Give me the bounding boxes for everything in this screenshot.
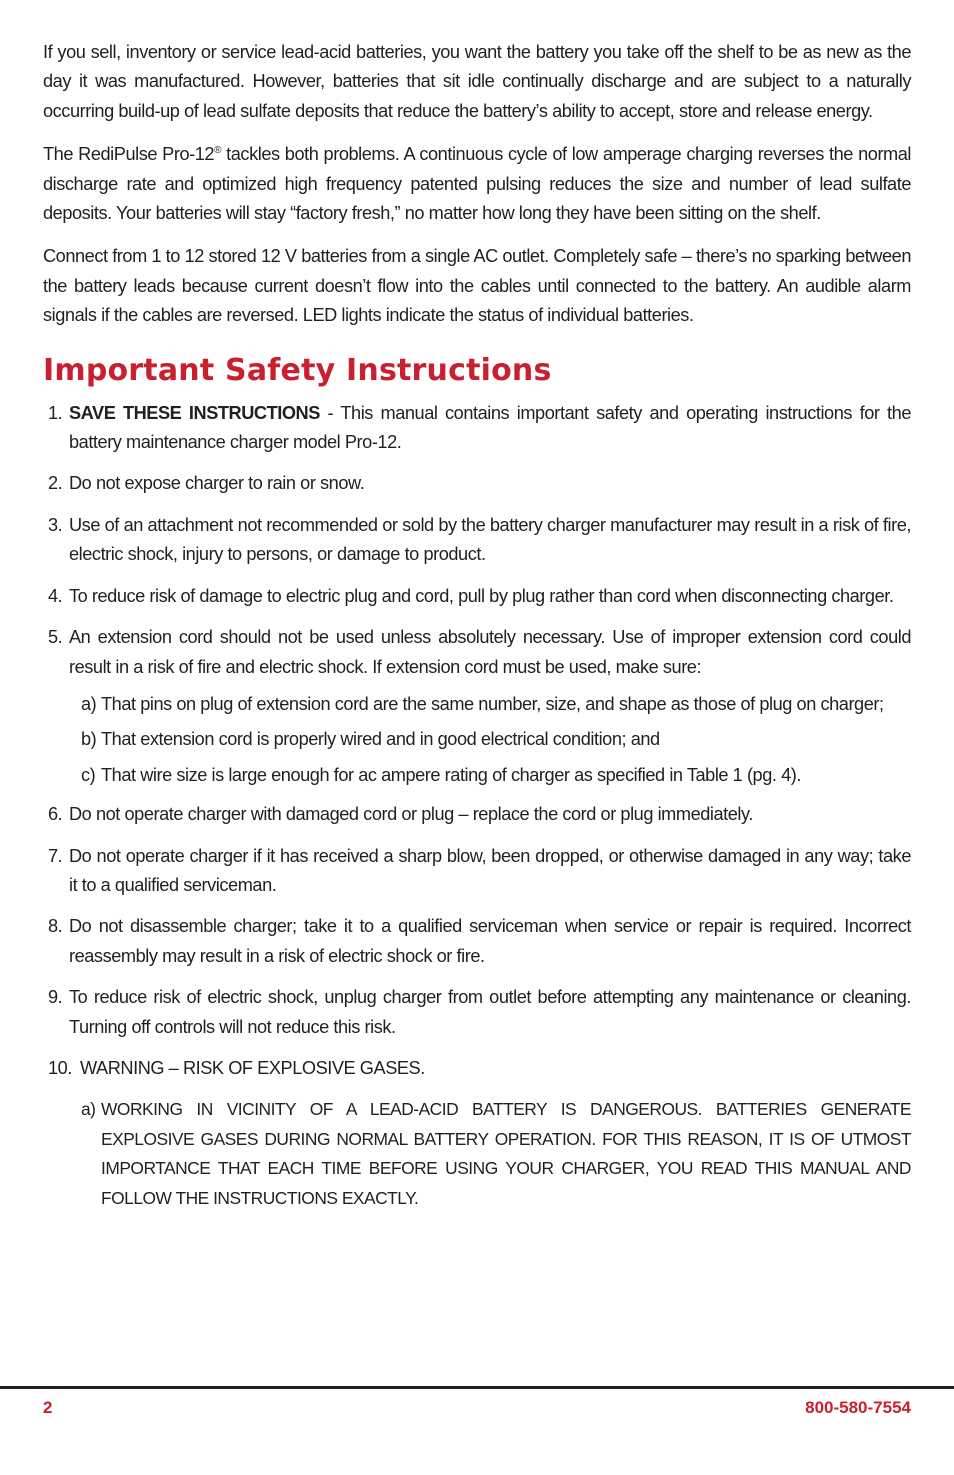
item-number: 5.	[48, 627, 63, 648]
page-content	[43, 38, 911, 1223]
item-text: Do not operate charger with damaged cord or plug – replace the cord or plug immediately.	[69, 804, 753, 825]
product-name: The RediPulse Pro-12	[43, 144, 215, 165]
intro-paragraph-1: If you sell, inventory or service lead-acid batteries, you want the battery you take off the shelf to be as new as the day it was manufactured. However, batteries that sit idle continually discharge and are subject to a naturally occurring build-up of lead sulfate deposits that reduce the battery’s ability to accept, store and release energy.	[43, 42, 911, 121]
instruction-subitem-5a	[43, 690, 911, 719]
instruction-item-4	[43, 582, 911, 611]
footer-divider	[0, 1386, 954, 1389]
item-number: 10.	[48, 1057, 72, 1078]
subitem-letter: a)	[81, 693, 97, 714]
instruction-item-6	[43, 800, 911, 829]
instruction-item-8	[43, 912, 911, 971]
intro-paragraph-2	[43, 140, 911, 228]
item-text: To reduce risk of electric shock, unplug charger from outlet before attempting any maintenance or cleaning. Turning off controls will not reduce this risk.	[69, 987, 911, 1037]
item-number: 2.	[48, 473, 63, 494]
item-text: An extension cord should not be used unless absolutely necessary. Use of improper extension cord could result in a risk of fire and electric shock. If extension cord must be used, make sure:	[69, 627, 911, 677]
subitem-text: That extension cord is properly wired and in good electrical condition; and	[101, 729, 660, 750]
subitem-text: That pins on plug of extension cord are the same number, size, and shape as those of plug on charger;	[101, 693, 884, 714]
item-number: 8.	[48, 916, 63, 937]
instruction-subitem-5c	[43, 761, 911, 790]
instruction-item-7	[43, 842, 911, 901]
subitem-letter: c)	[81, 764, 96, 785]
item-text: WARNING – RISK OF EXPLOSIVE GASES.	[80, 1057, 425, 1078]
instruction-subitem-10a	[43, 1095, 911, 1213]
section-heading: Important Safety Instructions	[43, 352, 552, 388]
intro-paragraph-2-body: tackles both problems. A continuous cycle of low amperage charging reverses the normal discharge rate and optimized high frequency patented pulsing reduces the size and number of lead sulfate deposits. Your batteries will stay “factory fresh,” no matter how long they have been sitting on the shelf.	[43, 144, 912, 224]
item-number: 4.	[48, 585, 63, 606]
instruction-item-5	[43, 623, 911, 682]
instruction-item-2	[43, 469, 911, 498]
instruction-subitem-5b	[43, 725, 911, 754]
subitem-letter: a)	[81, 1099, 96, 1120]
subitem-text: That wire size is large enough for ac ampere rating of charger as specified in Table 1 (pg. 4).	[101, 764, 801, 785]
intro-paragraph-3: Connect from 1 to 12 stored 12 V batteries from a single AC outlet. Completely safe – there’s no sparking between the battery leads because current doesn’t flow into the cables until connected to the battery. An audible alarm signals if the cables are reversed. LED lights indicate the status of individual batteries.	[43, 246, 911, 326]
subitem-letter: b)	[81, 729, 97, 750]
instruction-item-9	[43, 983, 911, 1042]
item-number: 9.	[48, 987, 63, 1008]
item-number: 1.	[48, 402, 63, 423]
item-text: Do not operate charger if it has received a sharp blow, been dropped, or otherwise damaged in any way; take it to a qualified serviceman.	[69, 845, 911, 895]
page-number: 2	[43, 1398, 53, 1417]
item-text: - This manual contains important safety and operating instructions for the battery maintenance charger model Pro-12.	[69, 402, 911, 453]
instruction-item-10	[43, 1054, 911, 1083]
registered-mark: ®	[214, 145, 221, 157]
item-number: 3.	[48, 514, 63, 535]
item-text: Do not disassemble charger; take it to a qualified serviceman when service or repair is required. Incorrect reassembly may result in a risk of electric shock or fire.	[69, 916, 911, 966]
instruction-item-3	[43, 511, 911, 570]
item-number: 6.	[48, 804, 63, 825]
subitem-text: WORKING IN VICINITY OF A LEAD-ACID BATTERY IS DANGEROUS. BATTERIES GENERATE EXPLOSIVE GASES DURING NORMAL BATTERY OPERATION. FOR THIS REASON, IT IS OF UTMOST IMPORTANCE THAT EACH TIME BEFORE USING YOUR CHARGER, YOU READ THIS MANUAL AND FOLLOW THE INSTRUCTIONS EXACTLY.	[101, 1099, 911, 1208]
item-text: To reduce risk of damage to electric plug and cord, pull by plug rather than cord when disconnecting charger.	[69, 585, 894, 606]
item-number: 7.	[48, 845, 63, 866]
phone-number: 800-580-7554	[805, 1398, 911, 1417]
instruction-item-1	[43, 399, 911, 458]
item-text: Use of an attachment not recommended or sold by the battery charger manufacturer may result in a risk of fire, electric shock, injury to persons, or damage to product.	[69, 514, 911, 565]
item-text: Do not expose charger to rain or snow.	[69, 473, 365, 494]
item-bold-label: SAVE THESE INSTRUCTIONS	[69, 402, 320, 423]
